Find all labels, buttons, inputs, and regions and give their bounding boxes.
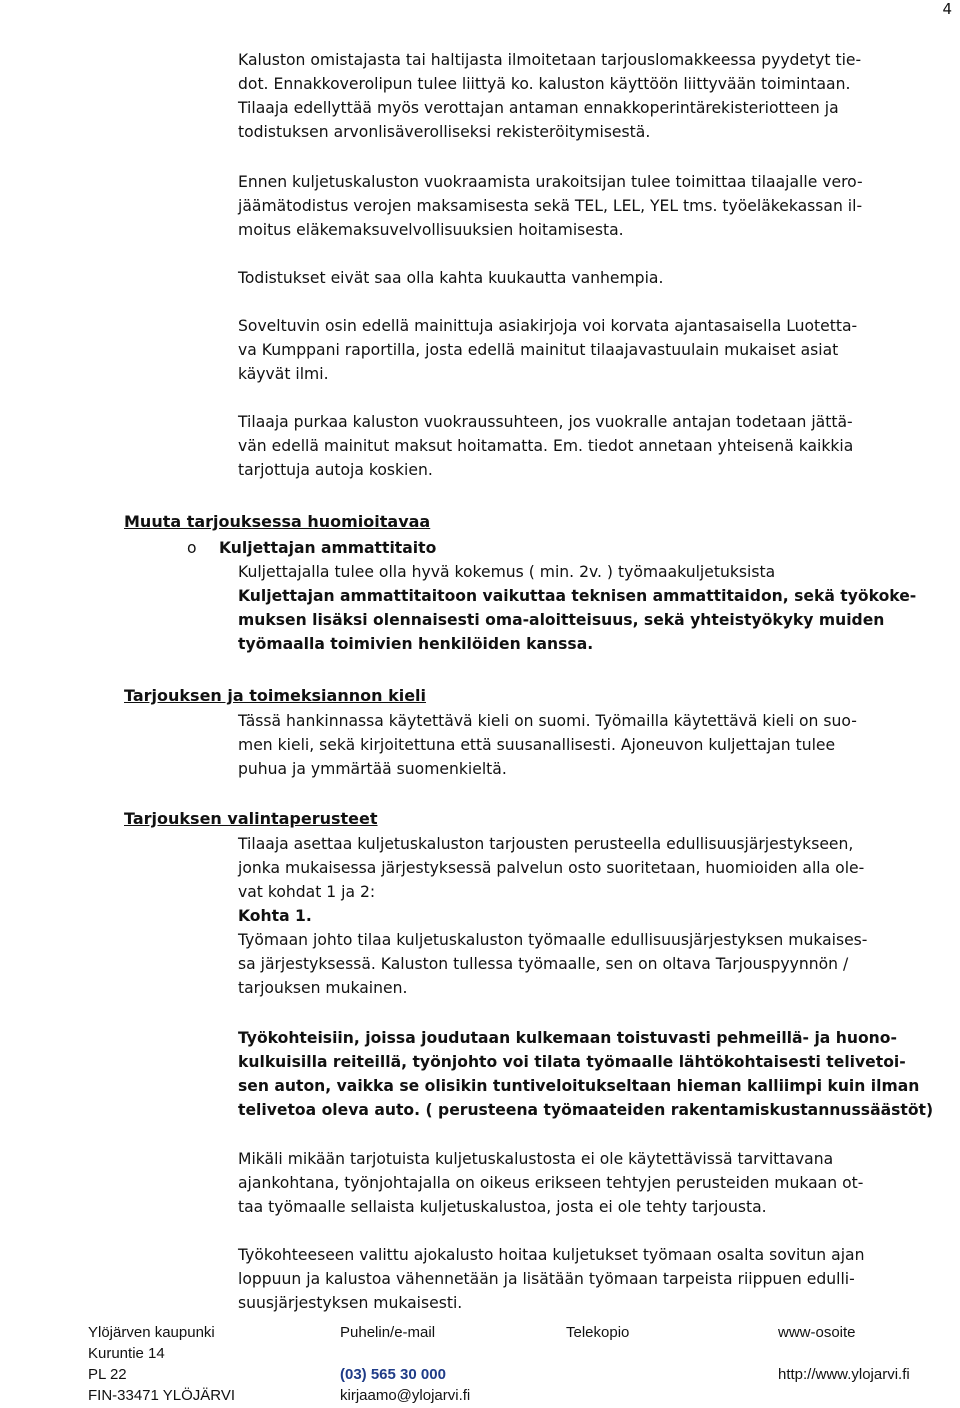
kohta-label: Kohta 1. [238, 907, 312, 925]
intro-paragraph-3: Todistukset eivät saa olla kahta kuukautta vanhempia. [238, 269, 664, 287]
language-text: Tässä hankinnassa käytettävä kieli on suomi. Työmailla käytettävä kieli on suo- men kieli, sekä kirjoitettuna että suusanallisesti. Ajoneuvon kuljettajan tulee puhua ja ymmärtää suomenkieltä. [238, 712, 857, 778]
footer-web-link[interactable]: http://www.ylojarvi.fi [778, 1366, 910, 1383]
footer-address: Ylöjärven kaupunki Kuruntie 14 PL 22 FIN-33471 YLÖJÄRVI [88, 1324, 236, 1404]
footer-contact: Puhelin/e-mail (03) 565 30 000 kirjaamo@ylojarvi.fi [340, 1324, 471, 1404]
intro-paragraph-4: Soveltuvin osin edellä mainittuja asiakirjoja voi korvata ajantasaisella Luotetta- va Kumppani raportilla, josta edellä mainitut tilaajavastuulain mukaiset asiat käyvät ilmi. [238, 317, 858, 383]
criteria-bold-paragraph: Työkohteisiin, joissa joudutaan kulkemaan toistuvasti pehmeillä- ja huono- kulkuisilla reiteillä, työnjohto voi tilata työmaalle lähtökohtaisesti telivetoi- sen auton, vaikka se olisikin tuntiveloitukseltaan hieman kalliimpi kuin ilman telivetoa oleva auto. ( perusteena työmaateiden rakentamiskustannussäästöt) [238, 1029, 934, 1119]
footer-phone: (03) 565 30 000 [340, 1366, 446, 1383]
criteria-intro: Tilaaja asettaa kuljetuskaluston tarjousten perusteella edullisuusjärjestykseen, jonka mukaisessa järjestyksessä palvelun osto suoritetaan, huomioiden alla ole- vat kohdat 1 ja 2: Kohta 1. Työmaan johto tilaa kuljetuskaluston työmaalle edullisuusjärjestyksen mukaises- sa järjestyksessä. Kaluston tullessa työmaalle, sen on oltava Tarjouspyynnön / tarjouksen mukainen. [238, 832, 953, 1000]
page-number: 4 [942, 0, 952, 18]
bullet-driver-skill [187, 536, 436, 560]
page-footer [0, 1322, 960, 1408]
heading-other-considerations: Muuta tarjouksessa huomioitavaa [124, 512, 431, 531]
footer-email[interactable]: kirjaamo@ylojarvi.fi [340, 1387, 471, 1404]
intro-paragraph-2: Ennen kuljetuskaluston vuokraamista urakoitsijan tulee toimittaa tilaajalle vero- jäämätodistus verojen maksamisesta sekä TEL, LEL, YEL tms. työeläkekassan il- moitus eläkemaksuvelvollisuuksien hoitamisesta. [238, 173, 863, 239]
criteria-paragraph-2: Mikäli mikään tarjotuista kuljetuskalustosta ei ole käytettävissä tarvittavana ajankohtana, työnjohtajalla on oikeus erikseen tehtyjen perusteiden mukaan ot- taa työmaalle sellaista kuljetuskalustoa, josta ei ole tehty tarjousta. [238, 1150, 864, 1216]
footer-web: www-osoite http://www.ylojarvi.fi [778, 1324, 910, 1383]
footer-fax: Telekopio [566, 1324, 630, 1341]
criteria-paragraph-3: Työkohteeseen valittu ajokalusto hoitaa kuljetukset työmaan osalta sovitun ajan loppuun ja kalustoa vähennetään ja lisätään työmaan tarpeista riippuen edulli- suusjärjestyksen mukaisesti. [238, 1246, 865, 1312]
bullet-mark: o [187, 539, 197, 557]
bullet-title: Kuljettajan ammattitaito [219, 539, 437, 557]
heading-selection-criteria: Tarjouksen valintaperusteet [124, 809, 378, 828]
intro-paragraph-5: Tilaaja purkaa kaluston vuokraussuhteen, jos vuokralle antajan todetaan jättä- vän edellä mainitut maksut hoitamatta. Em. tiedot annetaan yhteisenä kaikkia tarjottuja autoja koskien. [238, 413, 854, 479]
driver-skill-text: Kuljettajalla tulee olla hyvä kokemus ( min. 2v. ) työmaakuljetuksista Kuljettajan ammattitaitoon vaikuttaa teknisen ammattitaidon, sekä työkoke- muksen lisäksi olennaisesti oma-aloitteisuus, sekä yhteistyökyky muiden työmaalla toimivien henkilöiden kanssa. [238, 563, 917, 653]
heading-language: Tarjouksen ja toimeksiannon kieli [124, 686, 427, 705]
intro-paragraph-1: Kaluston omistajasta tai haltijasta ilmoitetaan tarjouslomakkeessa pyydetyt tie- dot. Ennakkoverolipun tulee liittyä ko. kaluston käyttöön liittyvään toimintaan. Tilaaja edellyttää myös verottajan antaman ennakkoperintärekisteriotteen ja todistuksen arvonlisäverolliseksi rekisteröitymisestä. [238, 51, 862, 141]
